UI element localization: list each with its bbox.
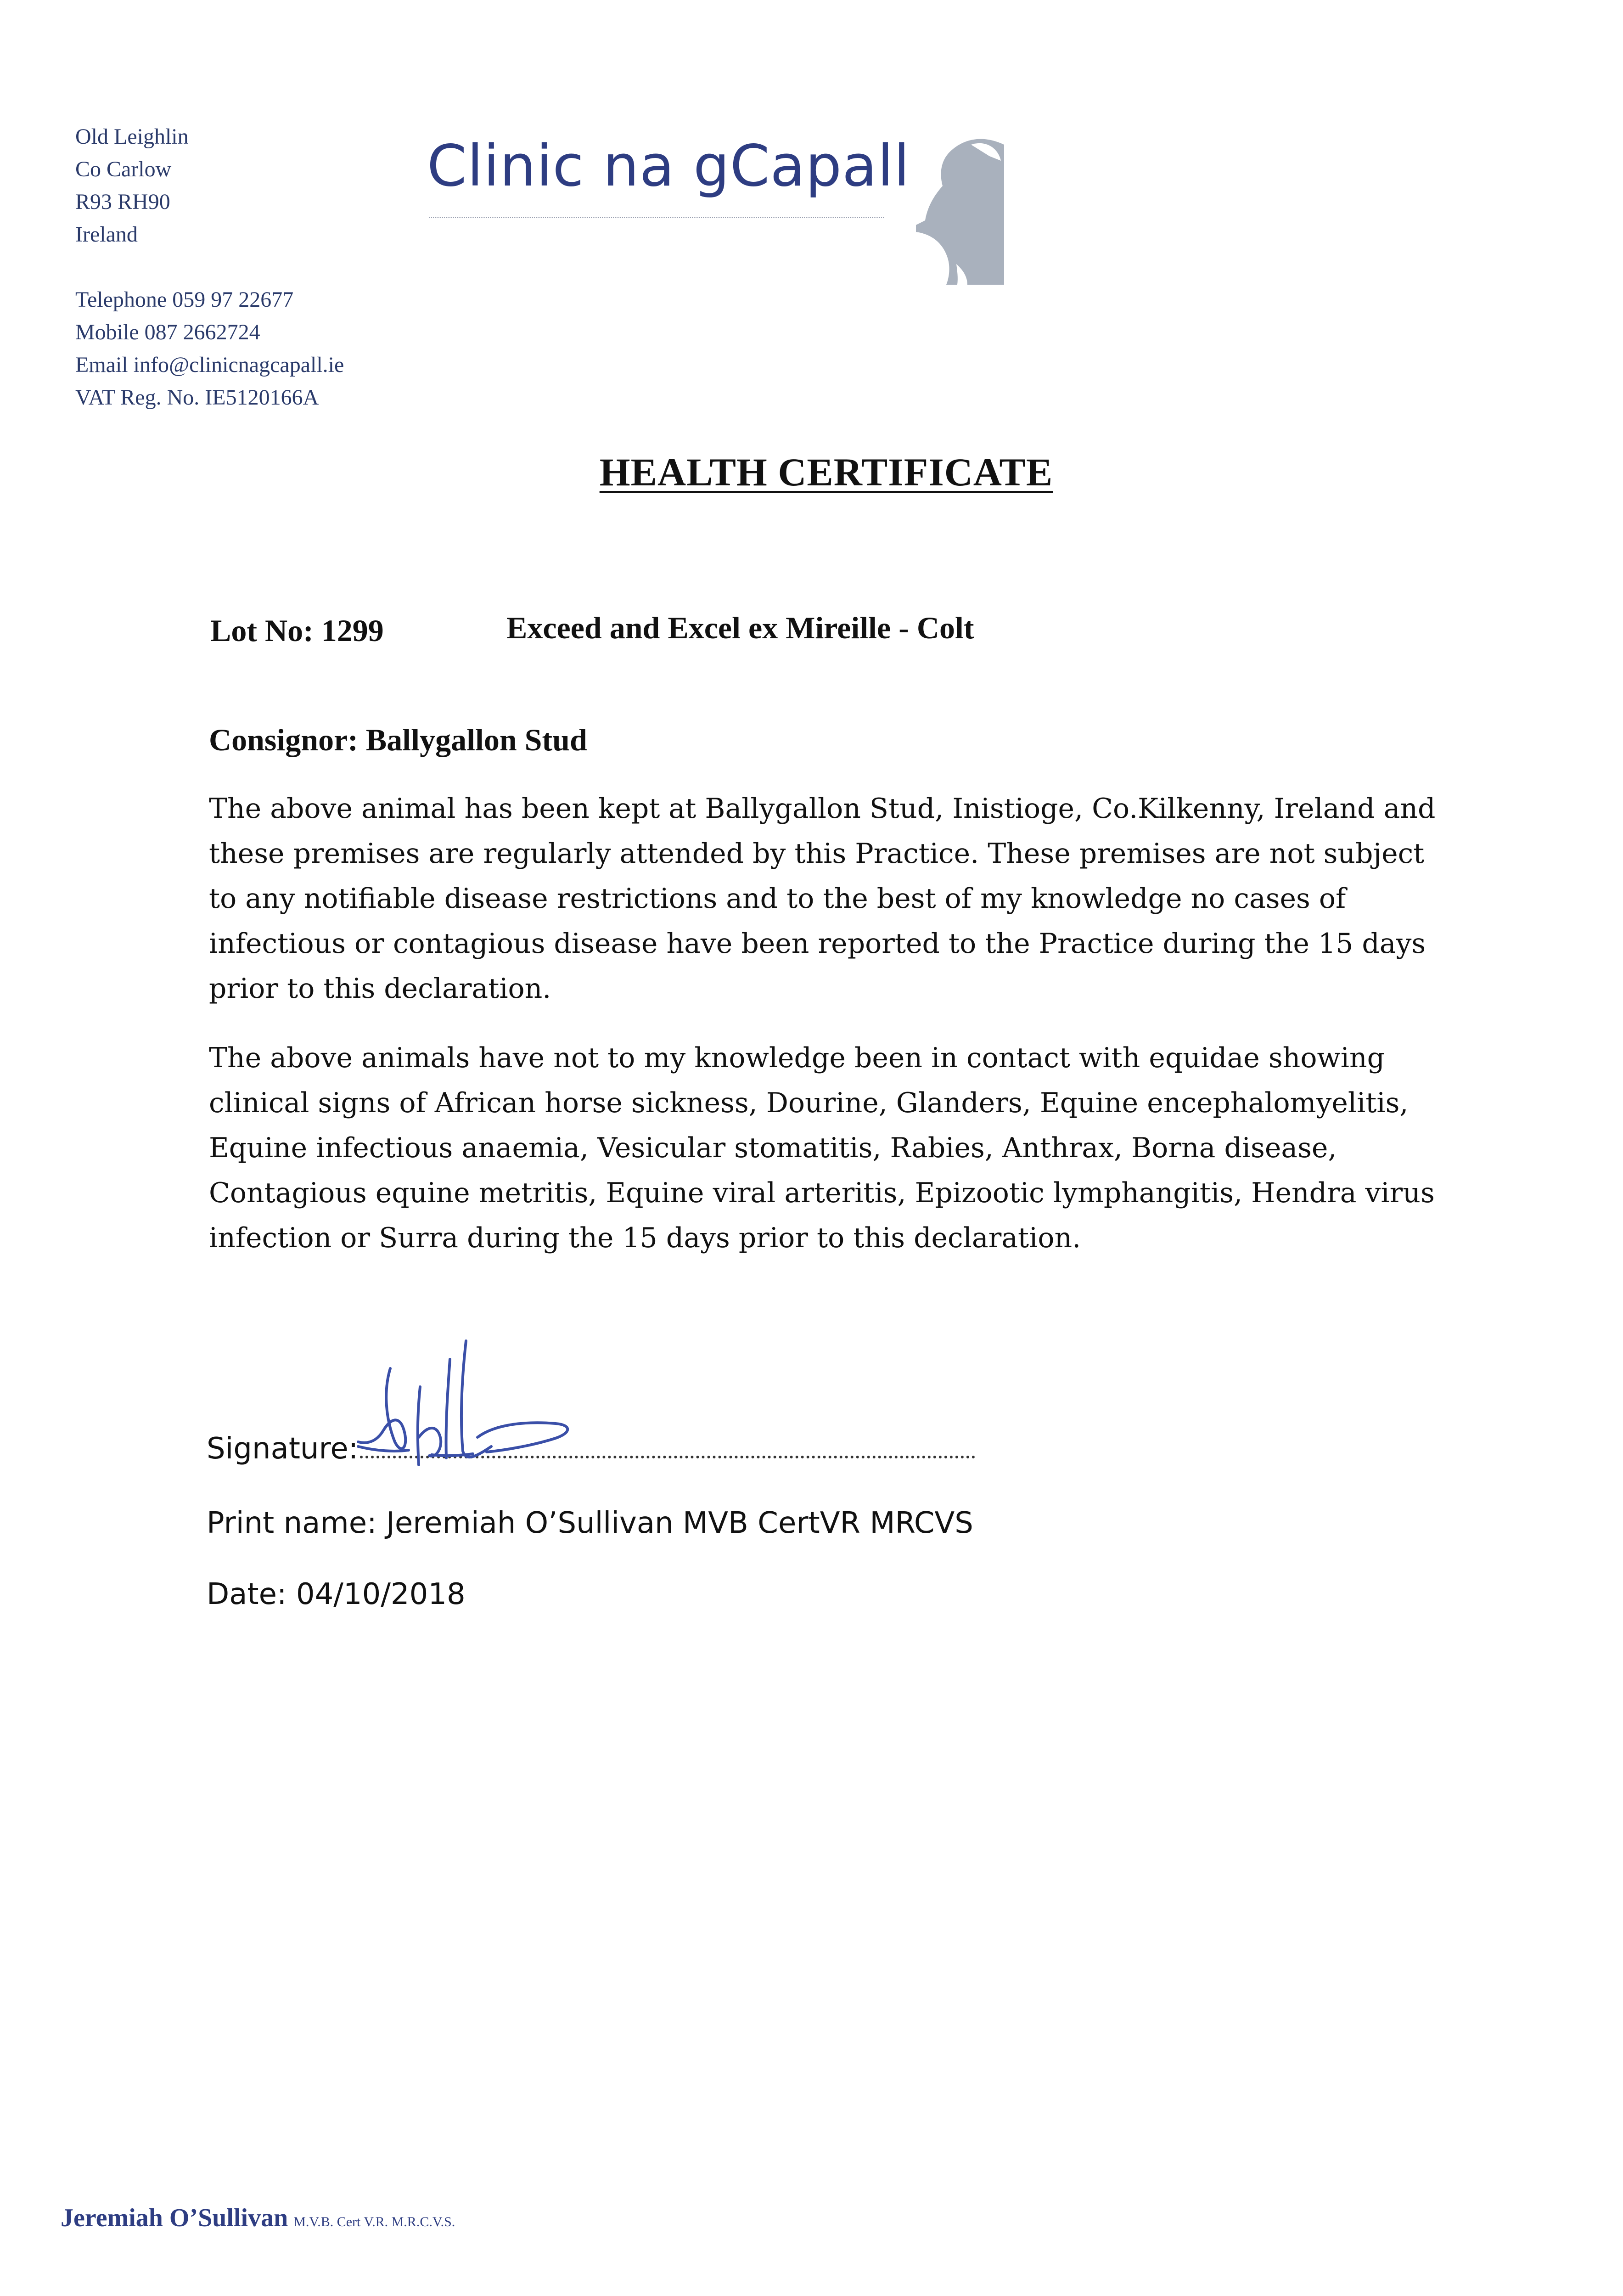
paragraph-line: prior to this declaration. bbox=[209, 973, 551, 1005]
footer-qualifications: M.V.B. Cert V.R. M.R.C.V.S. bbox=[293, 2214, 455, 2229]
horse-description: Exceed and Excel ex Mireille - Colt bbox=[506, 610, 974, 645]
logo-divider bbox=[429, 217, 884, 218]
contact-email: Email info@clinicnagcapall.ie bbox=[75, 353, 344, 377]
signature-label: Signature: bbox=[207, 1432, 359, 1466]
handwritten-signature bbox=[340, 1332, 615, 1483]
consignor-line: Consignor: Ballygallon Stud bbox=[209, 722, 587, 757]
horse-head-icon bbox=[916, 126, 1004, 285]
contact-vat: VAT Reg. No. IE5120166A bbox=[75, 385, 319, 410]
paragraph-line: Equine infectious anaemia, Vesicular stomatitis, Rabies, Anthrax, Borna disease, bbox=[209, 1132, 1337, 1164]
paragraph-line: The above animals have not to my knowledge been in contact with equidae showing bbox=[209, 1042, 1385, 1074]
address-line: R93 RH90 bbox=[75, 190, 170, 214]
address-line: Ireland bbox=[75, 222, 138, 247]
address-spacer bbox=[75, 251, 344, 283]
paragraph-line: to any notifiable disease restrictions and to the best of my knowledge no cases of bbox=[209, 883, 1346, 915]
date-line: Date: 04/10/2018 bbox=[207, 1577, 466, 1611]
print-name-line: Print name: Jeremiah O’Sullivan MVB CertVR MRCVS bbox=[207, 1506, 973, 1540]
paragraph-line: Contagious equine metritis, Equine viral arteritis, Epizootic lymphangitis, Hendra virus bbox=[209, 1177, 1435, 1209]
paragraph-line: infection or Surra during the 15 days prior to this declaration. bbox=[209, 1222, 1081, 1254]
clinic-address-block bbox=[75, 120, 344, 414]
contact-mobile: Mobile 087 2662724 bbox=[75, 320, 260, 344]
clinic-logo-text: Clinic na gCapall bbox=[427, 133, 910, 199]
document-title bbox=[0, 449, 1623, 495]
lot-number: Lot No: 1299 bbox=[210, 613, 384, 648]
title-text: HEALTH CERTIFICATE bbox=[599, 450, 1053, 494]
address-line: Old Leighlin bbox=[75, 124, 189, 149]
paragraph-line: these premises are regularly attended by this Practice. These premises are not subject bbox=[209, 838, 1425, 870]
paragraph-line: infectious or contagious disease have been reported to the Practice during the 15 days bbox=[209, 928, 1426, 960]
premises-declaration-paragraph bbox=[209, 786, 1449, 1011]
footer-name: Jeremiah O’Sullivan bbox=[61, 2204, 288, 2232]
address-line: Co Carlow bbox=[75, 157, 172, 181]
contact-telephone: Telephone 059 97 22677 bbox=[75, 287, 294, 312]
footer-signatory bbox=[61, 2203, 455, 2233]
disease-contact-paragraph bbox=[209, 1035, 1449, 1261]
paragraph-line: clinical signs of African horse sickness, Dourine, Glanders, Equine encephalomyelitis, bbox=[209, 1087, 1409, 1119]
paragraph-line: The above animal has been kept at Ballygallon Stud, Inistioge, Co.Kilkenny, Ireland and bbox=[209, 793, 1436, 825]
